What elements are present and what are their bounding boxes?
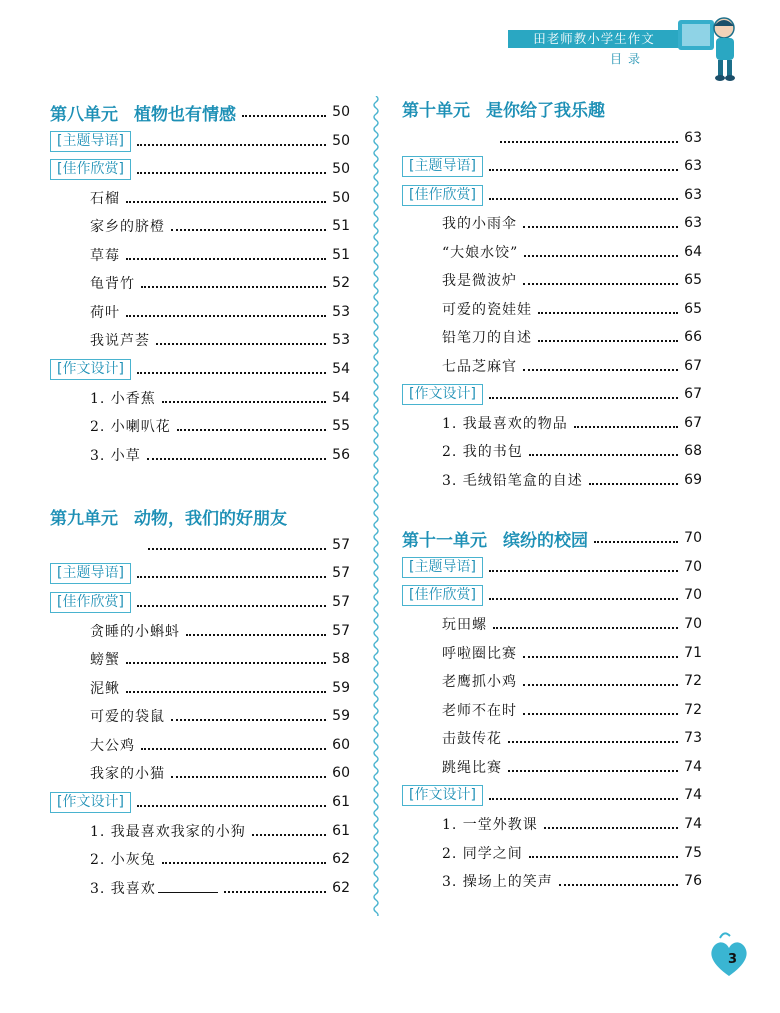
page-ref: 59	[332, 680, 350, 696]
entry-label	[402, 757, 502, 777]
leader-dots	[538, 340, 678, 342]
entry-text: 我家的小猫	[90, 766, 165, 782]
page-ref: 67	[684, 386, 702, 402]
entry-label	[50, 878, 218, 898]
entry-text: 石榴	[90, 191, 120, 207]
entry-text: 3. 毛绒铅笔盒的自述	[442, 473, 583, 489]
toc-section[interactable]	[50, 590, 350, 614]
page-ref: 55	[332, 418, 350, 434]
leader-dots	[524, 255, 678, 257]
leader-dots	[171, 776, 326, 778]
entry-text: [作文设计]	[57, 793, 124, 810]
leader-dots	[489, 570, 678, 572]
toc-entry[interactable]	[402, 869, 702, 893]
leader-dots	[529, 454, 678, 456]
entry-text: 玩田螺	[442, 617, 487, 633]
entry-text: 1. 我最喜欢我家的小狗	[90, 824, 246, 840]
entry-text: “大娘水饺”	[442, 245, 519, 261]
entry-label	[50, 302, 120, 322]
unit-number: 第九单元	[50, 508, 118, 529]
entry-label	[402, 585, 483, 606]
leader-dots	[242, 115, 326, 117]
toc-section[interactable]	[50, 790, 350, 814]
entry-text: 老鹰抓小鸡	[442, 674, 517, 690]
toc-section[interactable]	[402, 555, 702, 579]
entry-text: 贪睡的小蝌蚪	[90, 624, 180, 640]
entry-text: [作文设计]	[57, 360, 124, 377]
page-ref: 50	[332, 133, 350, 149]
entry-text: 大公鸡	[90, 738, 135, 754]
page-ref: 50	[332, 161, 350, 177]
entry-text: [主题导语]	[57, 564, 124, 581]
unit-label	[402, 526, 588, 551]
toc-entry[interactable]	[402, 812, 702, 836]
toc-section[interactable]	[402, 154, 702, 178]
entry-text: 我是微波炉	[442, 273, 517, 289]
entry-text: 1. 小香蕉	[90, 391, 156, 407]
entry-text: 荷叶	[90, 305, 120, 321]
entry-label	[402, 814, 538, 834]
toc-entry[interactable]	[402, 841, 702, 865]
leader-dots	[141, 286, 326, 288]
toc-section[interactable]	[50, 357, 350, 381]
leader-dots	[137, 805, 326, 807]
entry-label	[402, 213, 517, 233]
entry-label	[402, 156, 483, 177]
entry-label	[50, 216, 165, 236]
leader-dots	[186, 634, 326, 636]
page-ref: 57	[332, 623, 350, 639]
page-ref: 58	[332, 651, 350, 667]
entry-text: [佳作欣赏]	[409, 586, 476, 603]
toc-section[interactable]	[50, 157, 350, 181]
leader-dots	[489, 397, 678, 399]
toc-entry[interactable]	[402, 240, 702, 264]
page-ref: 74	[684, 816, 702, 832]
page-number: 3	[728, 952, 738, 967]
entry-label	[402, 270, 517, 290]
unit-heading[interactable]	[402, 526, 702, 550]
entry-label	[402, 700, 517, 720]
page-ref: 65	[684, 301, 702, 317]
page-ref: 70	[684, 616, 702, 632]
entry-label	[50, 245, 120, 265]
wavy-divider	[371, 96, 381, 916]
section-title: 目录	[610, 52, 647, 66]
entry-text: [作文设计]	[409, 786, 476, 803]
entry-text: 3. 小草	[90, 448, 141, 464]
entry-text: 3. 我喜欢	[90, 881, 156, 897]
leader-dots	[523, 684, 678, 686]
toc-entry[interactable]	[402, 698, 702, 722]
toc-section[interactable]	[402, 183, 702, 207]
unit-label	[50, 100, 236, 125]
leader-dots	[156, 343, 326, 345]
entry-text: [佳作欣赏]	[409, 186, 476, 203]
leader-dots	[162, 862, 326, 864]
page-ref: 63	[684, 187, 702, 203]
entry-text: 龟背竹	[90, 276, 135, 292]
page-ref: 53	[332, 332, 350, 348]
leader-dots	[137, 372, 326, 374]
entry-text: [主题导语]	[57, 132, 124, 149]
leader-dots	[489, 169, 678, 171]
page-ref: 63	[684, 158, 702, 174]
entry-label	[50, 592, 131, 613]
leader-dots	[126, 201, 326, 203]
entry-text: [主题导语]	[409, 558, 476, 575]
page-ref: 60	[332, 737, 350, 753]
book-title: 田老师教小学生作文	[508, 30, 680, 48]
toc-entry[interactable]	[50, 676, 350, 700]
entry-text: 可爱的袋鼠	[90, 709, 165, 725]
entry-label	[402, 843, 523, 863]
page-ref: 54	[332, 361, 350, 377]
page-ref: 57	[332, 537, 350, 553]
page-ref: 59	[332, 708, 350, 724]
page-ref: 69	[684, 472, 702, 488]
toc-entry[interactable]	[50, 186, 350, 210]
page-ref: 65	[684, 272, 702, 288]
leader-dots	[126, 662, 326, 664]
toc-entry[interactable]	[50, 414, 350, 438]
toc-entry[interactable]	[50, 271, 350, 295]
toc-entry[interactable]	[50, 243, 350, 267]
entry-label	[50, 792, 131, 813]
toc-entry[interactable]	[402, 612, 702, 636]
page-ref: 73	[684, 730, 702, 746]
page-ref: 74	[684, 759, 702, 775]
entry-label	[402, 728, 502, 748]
entry-text: 击鼓传花	[442, 731, 502, 747]
entry-label	[402, 643, 517, 663]
page-ref: 62	[332, 851, 350, 867]
entry-label	[402, 185, 483, 206]
toc-entry[interactable]	[402, 468, 702, 492]
page-ref: 70	[684, 530, 702, 546]
unit-number: 第十单元	[402, 100, 470, 121]
page-ref: 56	[332, 447, 350, 463]
toc-entry[interactable]	[50, 300, 350, 324]
unit-title: 是你给了我乐趣	[486, 100, 605, 121]
entry-label	[402, 871, 553, 891]
toc-entry[interactable]	[402, 726, 702, 750]
unit-number: 第八单元	[50, 104, 118, 125]
entry-label	[50, 621, 180, 641]
toc-section[interactable]	[402, 583, 702, 607]
leader-dots	[523, 226, 678, 228]
toc-entry[interactable]	[50, 328, 350, 352]
entry-text: 1. 我最喜欢的物品	[442, 416, 568, 432]
page-ref: 52	[332, 275, 350, 291]
entry-label	[402, 299, 532, 319]
page-ref: 76	[684, 873, 702, 889]
page-ref: 66	[684, 329, 702, 345]
entry-label	[50, 678, 120, 698]
unit-heading[interactable]	[402, 96, 702, 120]
entry-label	[402, 356, 517, 376]
entry-label	[402, 614, 487, 634]
leader-dots	[148, 548, 326, 550]
entry-text: 2. 小灰兔	[90, 852, 156, 868]
entry-text: [作文设计]	[409, 385, 476, 402]
page-ref: 67	[684, 415, 702, 431]
toc-entry[interactable]	[50, 386, 350, 410]
entry-label	[402, 557, 483, 578]
leader-dots	[137, 605, 326, 607]
page-ref: 70	[684, 587, 702, 603]
entry-label	[402, 470, 583, 490]
leader-dots	[252, 834, 326, 836]
page-ref: 50	[332, 190, 350, 206]
entry-label	[402, 785, 483, 806]
entry-label	[402, 327, 532, 347]
leader-dots	[594, 541, 678, 543]
toc-entry[interactable]	[402, 755, 702, 779]
entry-text: 我说芦荟	[90, 333, 150, 349]
unit-number: 第十一单元	[402, 530, 487, 551]
boy-reading-icon	[676, 14, 740, 84]
fill-blank	[158, 892, 218, 893]
leader-dots	[493, 627, 678, 629]
entry-label	[50, 821, 246, 841]
entry-label	[402, 671, 517, 691]
entry-text: 2. 小喇叭花	[90, 419, 171, 435]
page-ref: 72	[684, 702, 702, 718]
entry-text: 跳绳比赛	[442, 760, 502, 776]
toc-entry[interactable]	[402, 439, 702, 463]
unit-label	[402, 96, 605, 121]
entry-text: 我的小雨伞	[442, 216, 517, 232]
leader-dots	[177, 429, 326, 431]
leader-dots	[523, 713, 678, 715]
page-ref: 63	[684, 130, 702, 146]
entry-text: 铅笔刀的自述	[442, 330, 532, 346]
leader-dots	[147, 458, 326, 460]
leader-dots	[538, 312, 678, 314]
page-ref: 61	[332, 823, 350, 839]
entry-label	[50, 706, 165, 726]
leader-dots	[508, 741, 678, 743]
entry-label	[50, 131, 131, 152]
leader-dots	[171, 229, 326, 231]
leader-dots	[126, 315, 326, 317]
entry-text: 草莓	[90, 248, 120, 264]
leader-dots	[126, 258, 326, 260]
leader-dots	[489, 798, 678, 800]
entry-text: [佳作欣赏]	[57, 593, 124, 610]
entry-text: 螃蟹	[90, 652, 120, 668]
unit-title: 植物也有情感	[134, 104, 236, 125]
entry-label	[50, 563, 131, 584]
page-ref: 67	[684, 358, 702, 374]
entry-label	[50, 273, 135, 293]
entry-text: 家乡的脐橙	[90, 219, 165, 235]
toc-continuation[interactable]	[50, 533, 350, 557]
leader-dots	[523, 656, 678, 658]
page-ref: 50	[332, 104, 350, 120]
leader-dots	[171, 719, 326, 721]
entry-label	[50, 763, 165, 783]
entry-label	[50, 649, 120, 669]
leader-dots	[162, 401, 326, 403]
toc-entry[interactable]	[402, 641, 702, 665]
leader-dots	[137, 172, 326, 174]
toc-entry[interactable]	[50, 761, 350, 785]
page-ref: 70	[684, 559, 702, 575]
toc-entry[interactable]	[50, 214, 350, 238]
leader-dots	[529, 856, 678, 858]
entry-label	[402, 242, 518, 262]
entry-label	[402, 413, 568, 433]
page-ref: 60	[332, 765, 350, 781]
page-ref: 54	[332, 390, 350, 406]
leader-dots	[589, 483, 678, 485]
unit-heading[interactable]	[50, 100, 350, 124]
toc-entry[interactable]	[402, 669, 702, 693]
entry-label	[50, 849, 156, 869]
page-ref: 68	[684, 443, 702, 459]
toc-entry[interactable]	[402, 325, 702, 349]
toc-continuation[interactable]	[402, 126, 702, 150]
page-ref: 61	[332, 794, 350, 810]
page-ref: 57	[332, 565, 350, 581]
entry-label	[50, 445, 141, 465]
entry-text: 1. 一堂外教课	[442, 817, 538, 833]
page-ref: 71	[684, 645, 702, 661]
toc-entry[interactable]	[50, 733, 350, 757]
entry-label	[50, 188, 120, 208]
toc-entry[interactable]	[402, 411, 702, 435]
entry-label	[50, 388, 156, 408]
toc-section[interactable]	[50, 129, 350, 153]
toc-entry[interactable]	[50, 819, 350, 843]
leader-dots	[137, 576, 326, 578]
toc-entry[interactable]	[402, 211, 702, 235]
toc-entry[interactable]	[50, 619, 350, 643]
toc-entry[interactable]	[402, 268, 702, 292]
toc-section[interactable]	[50, 561, 350, 585]
entry-label	[50, 330, 150, 350]
leader-dots	[523, 369, 678, 371]
toc-section[interactable]	[402, 382, 702, 406]
leader-dots	[523, 283, 678, 285]
page-ref: 51	[332, 218, 350, 234]
entry-text: 3. 操场上的笑声	[442, 874, 553, 890]
entry-label	[402, 441, 523, 461]
leader-dots	[500, 141, 678, 143]
toc-entry[interactable]	[50, 847, 350, 871]
leader-dots	[489, 598, 678, 600]
toc-entry[interactable]	[50, 647, 350, 671]
page-ref: 75	[684, 845, 702, 861]
page-ref: 63	[684, 215, 702, 231]
leader-dots	[489, 198, 678, 200]
entry-label	[50, 416, 171, 436]
entry-text: 七品芝麻官	[442, 359, 517, 375]
entry-label	[50, 735, 135, 755]
toc-entry[interactable]	[50, 876, 350, 900]
leader-dots	[574, 426, 678, 428]
toc-entry[interactable]	[402, 297, 702, 321]
page-ref: 57	[332, 594, 350, 610]
page-ref: 72	[684, 673, 702, 689]
toc-entry[interactable]	[50, 443, 350, 467]
leader-dots	[508, 770, 678, 772]
unit-heading[interactable]	[50, 504, 350, 528]
page-ref: 53	[332, 304, 350, 320]
leader-dots	[137, 144, 326, 146]
toc-entry[interactable]	[402, 354, 702, 378]
leader-dots	[126, 691, 326, 693]
entry-label	[50, 359, 131, 380]
entry-text: [主题导语]	[409, 157, 476, 174]
entry-text: [佳作欣赏]	[57, 160, 124, 177]
entry-label	[402, 384, 483, 405]
leader-dots	[224, 891, 326, 893]
leader-dots	[544, 827, 678, 829]
entry-label	[50, 159, 131, 180]
leader-dots	[559, 884, 678, 886]
page-ref: 74	[684, 787, 702, 803]
page-ref: 64	[684, 244, 702, 260]
entry-text: 呼啦圈比赛	[442, 646, 517, 662]
entry-text: 泥鳅	[90, 681, 120, 697]
page-ref: 51	[332, 247, 350, 263]
entry-text: 老师不在时	[442, 703, 517, 719]
page-ref: 62	[332, 880, 350, 896]
entry-text: 2. 同学之间	[442, 846, 523, 862]
unit-title: 缤纷的校园	[503, 530, 588, 551]
entry-text: 2. 我的书包	[442, 444, 523, 460]
entry-text: 可爱的瓷娃娃	[442, 302, 532, 318]
unit-label	[50, 504, 287, 529]
leader-dots	[141, 748, 326, 750]
toc-section[interactable]	[402, 783, 702, 807]
unit-title: 动物，我们的好朋友	[134, 508, 287, 529]
toc-entry[interactable]	[50, 704, 350, 728]
